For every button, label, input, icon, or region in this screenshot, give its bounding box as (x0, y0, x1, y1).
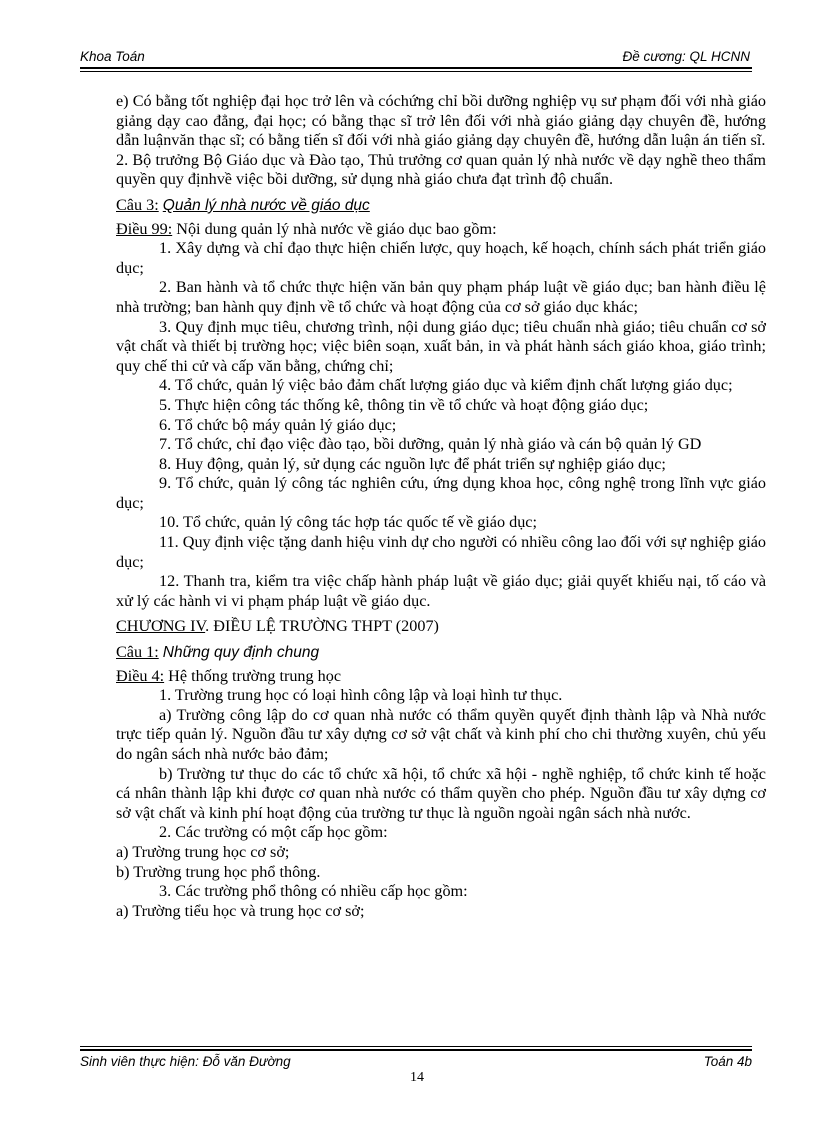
list-item: 3. Quy định mục tiêu, chương trình, nội dung giáo dục; tiêu chuẩn nhà giáo; tiêu chuẩn cơ sở vật chất và thiết bị trường học; việc biên soạn, xuất bản, in và phát hành sách giáo khoa, giáo trình; quy chế thi cử và cấp văn bằng, chứng chỉ; (116, 317, 766, 375)
list-item: 2. Các trường có một cấp học gồm: (159, 823, 388, 842)
section-title: Quản lý nhà nước về giáo dục (162, 196, 370, 214)
page-header (80, 49, 750, 69)
list-item: 10. Tổ chức, quản lý công tác hợp tác quốc tế về giáo dục; (159, 513, 537, 532)
section-label: Câu 3: (116, 195, 159, 214)
list-item: a) Trường tiểu học và trung học cơ sở; (116, 901, 365, 920)
list-item: 3. Các trường phổ thông có nhiều cấp học gồm: (159, 882, 468, 901)
list-item: b) Trường tư thục do các tổ chức xã hội, tổ chức xã hội - nghề nghiệp, tổ chức kinh tế hoặc cá nhân thành lập khi được cơ quan nhà nước có thẩm quyền cho phép. Nguồn đầu tư xây dựng cơ sở vật chất và kinh phí hoạt động của trường tư thục là nguồn ngoài ngân sách nhà nước. (116, 764, 766, 822)
footer-class: Toán 4b (703, 1054, 752, 1069)
list-item: 5. Thực hiện công tác thống kê, thông tin về tổ chức và hoạt động giáo dục; (159, 395, 649, 414)
article-label: Điều 4: (116, 666, 165, 685)
page-number: 14 (410, 1070, 424, 1085)
list-item: 9. Tổ chức, quản lý công tác nghiên cứu, ứng dụng khoa học, công nghệ trong lĩnh vực giáo dục; (116, 474, 766, 512)
article-heading (116, 220, 766, 240)
list-item: a) Trường công lập do cơ quan nhà nước có thẩm quyền quyết định thành lập và Nhà nước trực tiếp quản lý. Nguồn đầu tư xây dựng cơ sở vật chất và kinh phí cho chi thường xuyên, chủ yếu do ngân sách nhà nước bảo đảm; (116, 705, 766, 763)
list-item: 7. Tổ chức, chỉ đạo việc đào tạo, bồi dưỡng, quản lý nhà giáo và cán bộ quản lý GD (159, 435, 702, 454)
list-item: 8. Huy động, quản lý, sử dụng các nguồn lực để phát triển sự nghiệp giáo dục; (159, 454, 666, 473)
list-item: 6. Tổ chức bộ máy quản lý giáo dục; (159, 415, 397, 434)
chapter-heading (116, 617, 766, 637)
list-item: 4. Tổ chức, quản lý việc bảo đảm chất lượng giáo dục và kiểm định chất lượng giáo dục; (159, 376, 733, 395)
paragraph: 2. Bộ trưởng Bộ Giáo dục và Đào tạo, Thủ trưởng cơ quan quản lý nhà nước về dạy nghề theo thẩm quyền quy địnhvề việc bồi dưỡng, sử dụng nhà giáo chưa đạt trình độ chuẩn. (116, 150, 766, 189)
list-item: 12. Thanh tra, kiểm tra việc chấp hành pháp luật về giáo dục; giải quyết khiếu nại, tố cáo và xử lý các hành vi vi phạm pháp luật về giáo dục. (116, 572, 766, 610)
header-right: Đề cương: QL HCNN (622, 49, 750, 64)
footer-rule (80, 1049, 752, 1051)
header-rule (80, 67, 752, 69)
header-rule-thin (80, 71, 752, 72)
header-left: Khoa Toán (80, 49, 145, 64)
article-text: Hệ thống trường trung học (168, 666, 342, 685)
section-label: Câu 1: (116, 643, 159, 662)
document-body (116, 92, 766, 921)
list-item: 11. Quy định việc tặng danh hiệu vinh dự cho người có nhiều công lao đối với sự nghiệp giáo dục; (116, 533, 766, 571)
article-label: Điều 99: (116, 219, 173, 238)
list-item: 1. Trường trung học có loại hình công lập và loại hình tư thục. (159, 686, 563, 705)
list-item: a) Trường trung học cơ sở; (116, 842, 290, 861)
list-item: 2. Ban hành và tổ chức thực hiện văn bản quy phạm pháp luật về giáo dục; ban hành điều lệ nhà trường; ban hành quy định về tổ chức và hoạt động của cơ sở giáo dục khác; (116, 278, 766, 316)
section-heading (116, 643, 766, 663)
section-heading (116, 196, 766, 216)
list-item: b) Trường trung học phổ thông. (116, 862, 321, 881)
chapter-title: . ĐIỀU LỆ TRƯỜNG THPT (2007) (205, 617, 439, 636)
paragraph: e) Có bằng tốt nghiệp đại học trở lên và cóchứng chỉ bồi dưỡng nghiệp vụ sư phạm đối với nhà giáo giảng dạy cao đẳng, đại học; có bằng thạc sĩ trở lên đối với nhà giáo giảng dạy chuyên đề, hướng dẫn luậnvăn thạc sĩ; có bằng tiến sĩ đối với nhà giáo giảng dạy chuyên đề, hướng dẫn luận án tiến sĩ. (116, 92, 766, 150)
footer-rule-thin (80, 1046, 752, 1047)
article-text: Nội dung quản lý nhà nước về giáo dục bao gồm: (176, 219, 497, 238)
article-heading (116, 667, 766, 687)
section-title: Những quy định chung (162, 644, 320, 662)
footer-author: Sinh viên thực hiện: Đỗ văn Đường (80, 1054, 291, 1069)
chapter-label: CHƯƠNG IV (116, 617, 206, 636)
list-item: 1. Xây dựng và chỉ đạo thực hiện chiến lược, quy hoạch, kế hoạch, chính sách phát triển giáo dục; (116, 239, 766, 277)
